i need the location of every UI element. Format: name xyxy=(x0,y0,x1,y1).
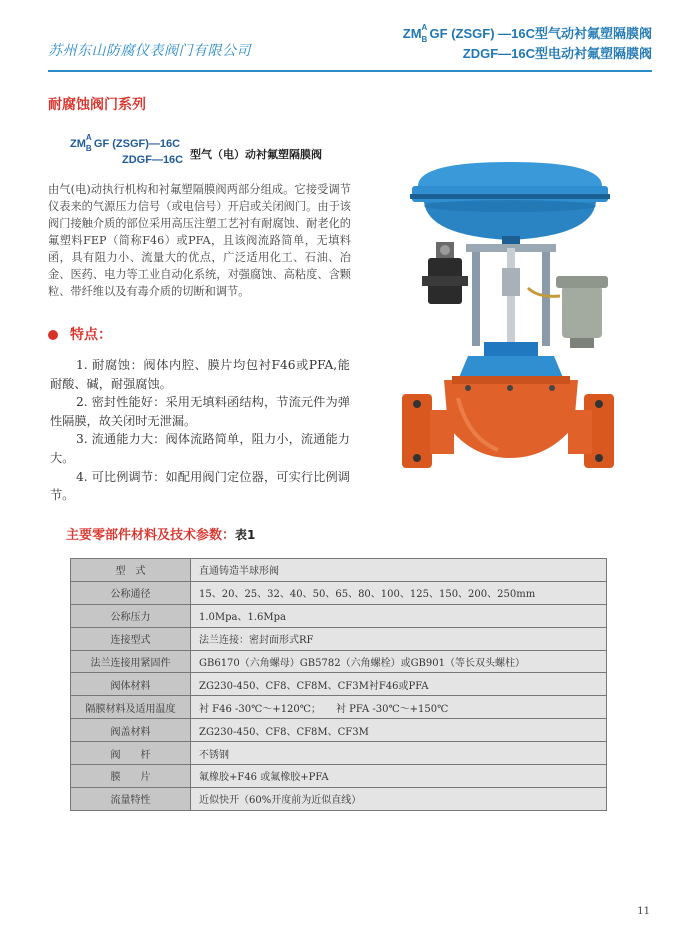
row-value: 1.0Mpa、1.6Mpa xyxy=(191,604,607,627)
feature-item: 1. 耐腐蚀：阀体内腔、膜片均包衬F46或PFA,能耐酸、碱，耐强腐蚀。 xyxy=(50,358,350,391)
row-key: 连接型式 xyxy=(71,627,191,650)
features-list xyxy=(50,356,350,505)
table-row xyxy=(71,719,607,742)
bullet-dot-icon xyxy=(48,330,58,340)
row-key: 阀体材料 xyxy=(71,673,191,696)
feature-item: 2. 密封性能好：采用无填料函结构，节流元件为弹性隔膜，故关闭时无泄漏。 xyxy=(50,395,350,428)
row-value: ZG230-450、CF8、CF8M、CF3M衬F46或PFA xyxy=(191,673,607,696)
header-title-sup: A xyxy=(421,22,428,32)
row-value: 不锈钢 xyxy=(191,742,607,765)
header-title-prefix: ZM xyxy=(402,26,422,41)
header-divider xyxy=(48,70,652,72)
row-key: 阀盖材料 xyxy=(71,719,191,742)
row-key: 阀 杆 xyxy=(71,742,191,765)
row-value: 近似快开（60%开度前为近似直线） xyxy=(191,787,607,810)
features-title: 特点： xyxy=(70,327,112,343)
feature-item: 4. 可比例调节：如配用阀门定位器，可实行比例调节。 xyxy=(50,469,350,503)
row-value: 法兰连接：密封面形式RF xyxy=(191,627,607,650)
table-row xyxy=(71,696,607,719)
table-title xyxy=(66,524,255,543)
header-title-rest: GF (ZSGF) —16C型气动衬氟塑隔膜阀 xyxy=(429,26,652,41)
table-row xyxy=(71,627,607,650)
table-tag: 表1 xyxy=(235,528,256,542)
row-key: 膜 片 xyxy=(71,765,191,788)
header-title-ab xyxy=(421,22,430,44)
table-row xyxy=(71,673,607,696)
table-row xyxy=(71,581,607,604)
series-title: 耐腐蚀阀门系列 xyxy=(48,97,146,113)
row-value: GB6170（六角螺母）GB5782（六角螺栓）或GB901（等长双头螺柱） xyxy=(191,650,607,673)
model-ab xyxy=(85,133,94,154)
model-sub: B xyxy=(85,144,92,154)
row-value: 氟橡胶+F46 或氟橡胶+PFA xyxy=(191,765,607,788)
feature-item: 3. 流通能力大：阀体流路简单，阻力小，流通能力大。 xyxy=(50,432,350,465)
table-row xyxy=(71,604,607,627)
table-row xyxy=(71,559,607,582)
row-key: 隔膜材料及适用温度 xyxy=(71,696,191,719)
header-title-line1 xyxy=(403,24,652,44)
table-row xyxy=(71,650,607,673)
intro-paragraph: 由气(电)动执行机构和衬氟塑隔膜阀两部分组成。它接受调节仪表来的气源压力信号（或电信号）开启或关闭阀门。由于该阀门接触介质的部位采用高压注塑工艺衬有耐腐蚀、耐老化的氟塑料FEP（简称F46）或PFA，且该阀流路简单，无填料函，具有阻力小、流量大的优点，广泛适用化工、石油、冶金、医药、电力等工业自动化系统，对强腐蚀、高粘度、含颗粒、带纤维以及有毒介质的切断和调节。 xyxy=(48,183,351,298)
diaphragm-valve-image xyxy=(388,158,628,490)
row-key: 型 式 xyxy=(71,559,191,582)
model-suffix: 型气（电）动衬氟塑隔膜阀 xyxy=(190,148,322,161)
model-line2: ZDGF—16C xyxy=(122,154,184,166)
table-row xyxy=(71,787,607,810)
model-prefix: ZM xyxy=(70,138,86,150)
row-value: 衬 F46 -30℃～+120℃； 衬 PFA -30℃～+150℃ xyxy=(191,696,607,719)
table-row xyxy=(71,742,607,765)
features-heading xyxy=(48,324,112,344)
row-key: 公称压力 xyxy=(71,604,191,627)
company-name: 苏州东山防腐仪表阀门有限公司 xyxy=(48,43,251,59)
page-number: 11 xyxy=(637,906,650,917)
row-key: 法兰连接用紧固件 xyxy=(71,650,191,673)
model-rest: GF (ZSGF)—16C xyxy=(93,138,181,150)
table-row xyxy=(71,765,607,788)
header-title-sub: B xyxy=(421,34,428,44)
row-value: ZG230-450、CF8、CF8M、CF3M xyxy=(191,719,607,742)
spec-table xyxy=(70,558,607,811)
row-key: 公称通径 xyxy=(71,581,191,604)
header-title xyxy=(403,24,652,64)
row-value: 直通铸造半球形阀 xyxy=(191,559,607,582)
header-title-line2: ZDGF—16C型电动衬氟塑隔膜阀 xyxy=(462,46,652,61)
row-key: 流量特性 xyxy=(71,787,191,810)
model-heading xyxy=(70,133,370,182)
table-title-text: 主要零部件材料及技术参数： xyxy=(66,528,236,543)
model-line1 xyxy=(70,133,181,154)
model-sup: A xyxy=(85,133,92,143)
row-value: 15、20、25、32、40、50、65、80、100、125、150、200、250mm xyxy=(191,581,607,604)
